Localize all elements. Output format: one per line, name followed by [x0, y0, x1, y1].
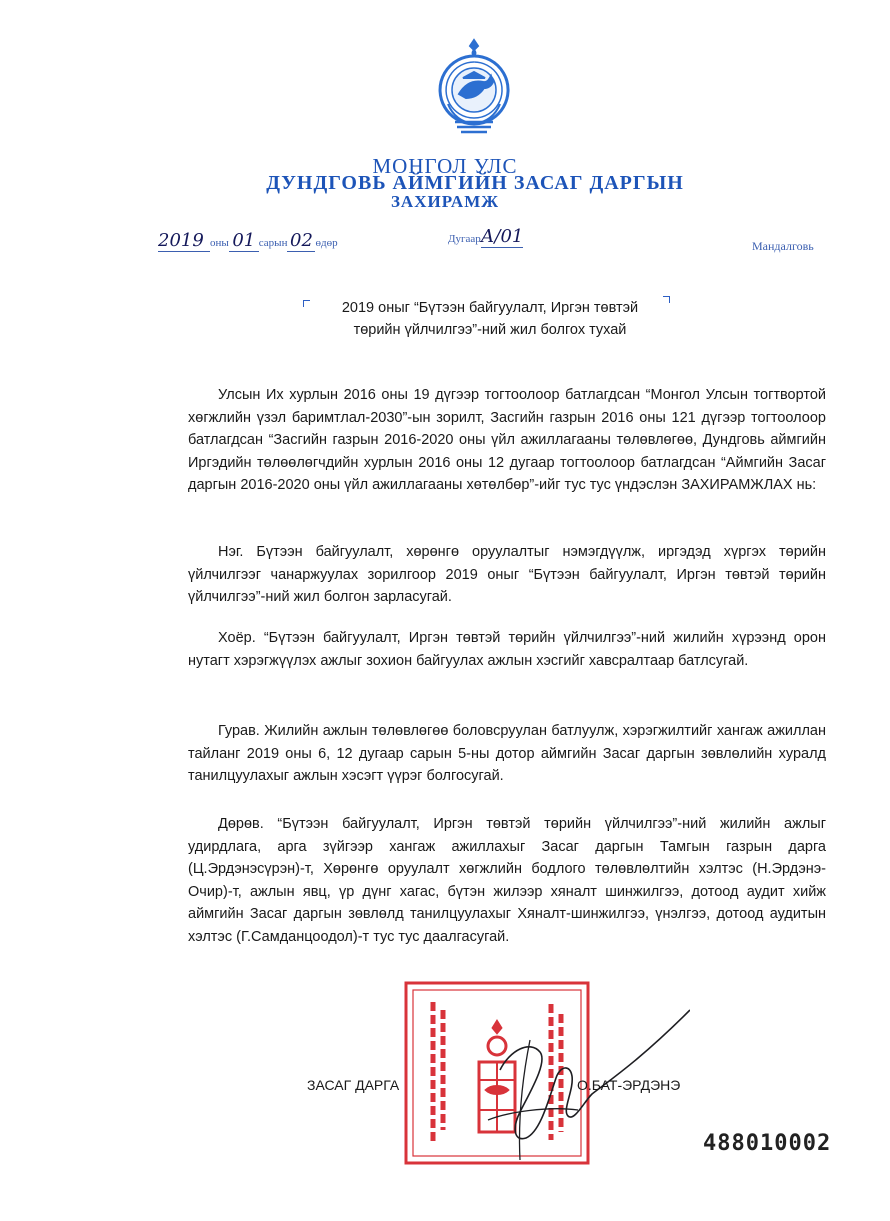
- date-year-label: оны: [210, 237, 229, 249]
- intro-paragraph: Улсын Их хурлын 2016 оны 19 дүгээр тогтоолоор батлагдсан “Монгол Улсын тогтвортой хөгжлийн үзэл баримтлал-2030”-ын зорилт, Засгийн газрын 2016 оны 121 дүгээр тогтоолоор батлагдсан “Засгийн газрын 2016-2020 оны үйл ажиллагааны төлөвлөгөө, Дундговь аймгийн Иргэдийн төлөөлөгчдийн хурлын 2016 оны 12 дугаар тогтоолоор батлагдсан “Аймгийн Засаг даргын 2016-2020 оны үйл ажиллагааны хөтөлбөр”-ийг тус тус үндэслэн ЗАХИРАМЖЛАХ нь:: [188, 387, 826, 493]
- city-name: Мандалговь: [752, 239, 814, 253]
- state-emblem-icon: [433, 34, 515, 144]
- document-number-label: Дугаар: [448, 233, 481, 245]
- date-day: 02: [287, 230, 315, 252]
- clause-4: Дөрөв. “Бүтээн байгуулалт, Иргэн төвтэй төрийн үйлчилгээ”-ний жилийн ажлыг удирдлага, арга зүйгээр хангаж ажиллахыг Засаг даргын Тамгын газрын дарга (Ц.Эрдэнэсүрэн)-т, Хөрөнгө оруулалт хөгжлийн бодлого төлөвлөлтийн хэлтэс (Н.Эрдэнэ-Очир)-т, ажлын явц, үр дүнг хагас, бүтэн жилээр хяналт шинжилгээ, дотоод аудит хийж аймгийн Засаг даргын зөвлөлд танилцуулахыг Хяналт-шинжилгээ, үнэлгээ, дотоод аудитын хэлтэс (Г.Самданцоодол)-т тус тус даалгасугай.: [188, 816, 826, 945]
- country-name: МОНГОЛ УЛС: [372, 154, 518, 178]
- subject-line-2: төрийн үйлчилгээ”-ний жил болгох тухай: [353, 322, 627, 338]
- subject-corner-left: [303, 300, 310, 307]
- date-month-label: сарын: [258, 237, 288, 249]
- subject-heading: [300, 297, 680, 341]
- subject-corner-right: [663, 296, 670, 303]
- organization-name: ДУНДГОВЬ АЙМГИЙН ЗАСАГ ДАРГЫН: [266, 172, 684, 194]
- date-year: 2019: [158, 230, 210, 252]
- date-month: 01: [229, 230, 259, 252]
- signatory-name: О.БАТ-ЭРДЭНЭ: [577, 1077, 681, 1093]
- clause-3: Гурав. Жилийн ажлын төлөвлөгөө боловсруулан батлуулж, хэрэгжилтийг хангаж ажиллан тайланг 2019 оны 6, 12 дугаар сарын 5-ны дотор аймгийн Засаг даргын зөвлөлийн хуралд танилцуулахыг ажлын хэсэгт үүрэг болгосугай.: [188, 723, 826, 784]
- subject-line-1: 2019 оныг “Бүтээн байгуулалт, Иргэн төвтэй: [341, 300, 639, 316]
- date-day-label: өдөр: [315, 237, 338, 249]
- document-number: А/01: [480, 226, 524, 247]
- clause-2: Хоёр. “Бүтээн байгуулалт, Иргэн төвтэй төрийн үйлчилгээ”-ний жилийн хүрээнд орон нутагт хэрэгжүүлэх ажлыг зохион байгуулах ажлын хэсгийг хавсралтаар батлсугай.: [188, 630, 826, 669]
- document-number-field: [448, 226, 523, 248]
- document-serial-number: 488010002: [703, 1131, 832, 1156]
- signatory-title: ЗАСАГ ДАРГА: [307, 1077, 400, 1093]
- date-field: [158, 230, 338, 252]
- clause-1: Нэг. Бүтээн байгуулалт, хөрөнгө оруулалтыг нэмэгдүүлж, иргэдэд хүргэх төрийн үйлчилгээг чанаржуулах зорилгоор 2019 оныг “Бүтээн байгуулалт, Иргэн төвтэй төрийн үйлчилгээ”-ний жил болгон зарласугай.: [188, 544, 826, 605]
- document-type: ЗАХИРАМЖ: [390, 192, 500, 211]
